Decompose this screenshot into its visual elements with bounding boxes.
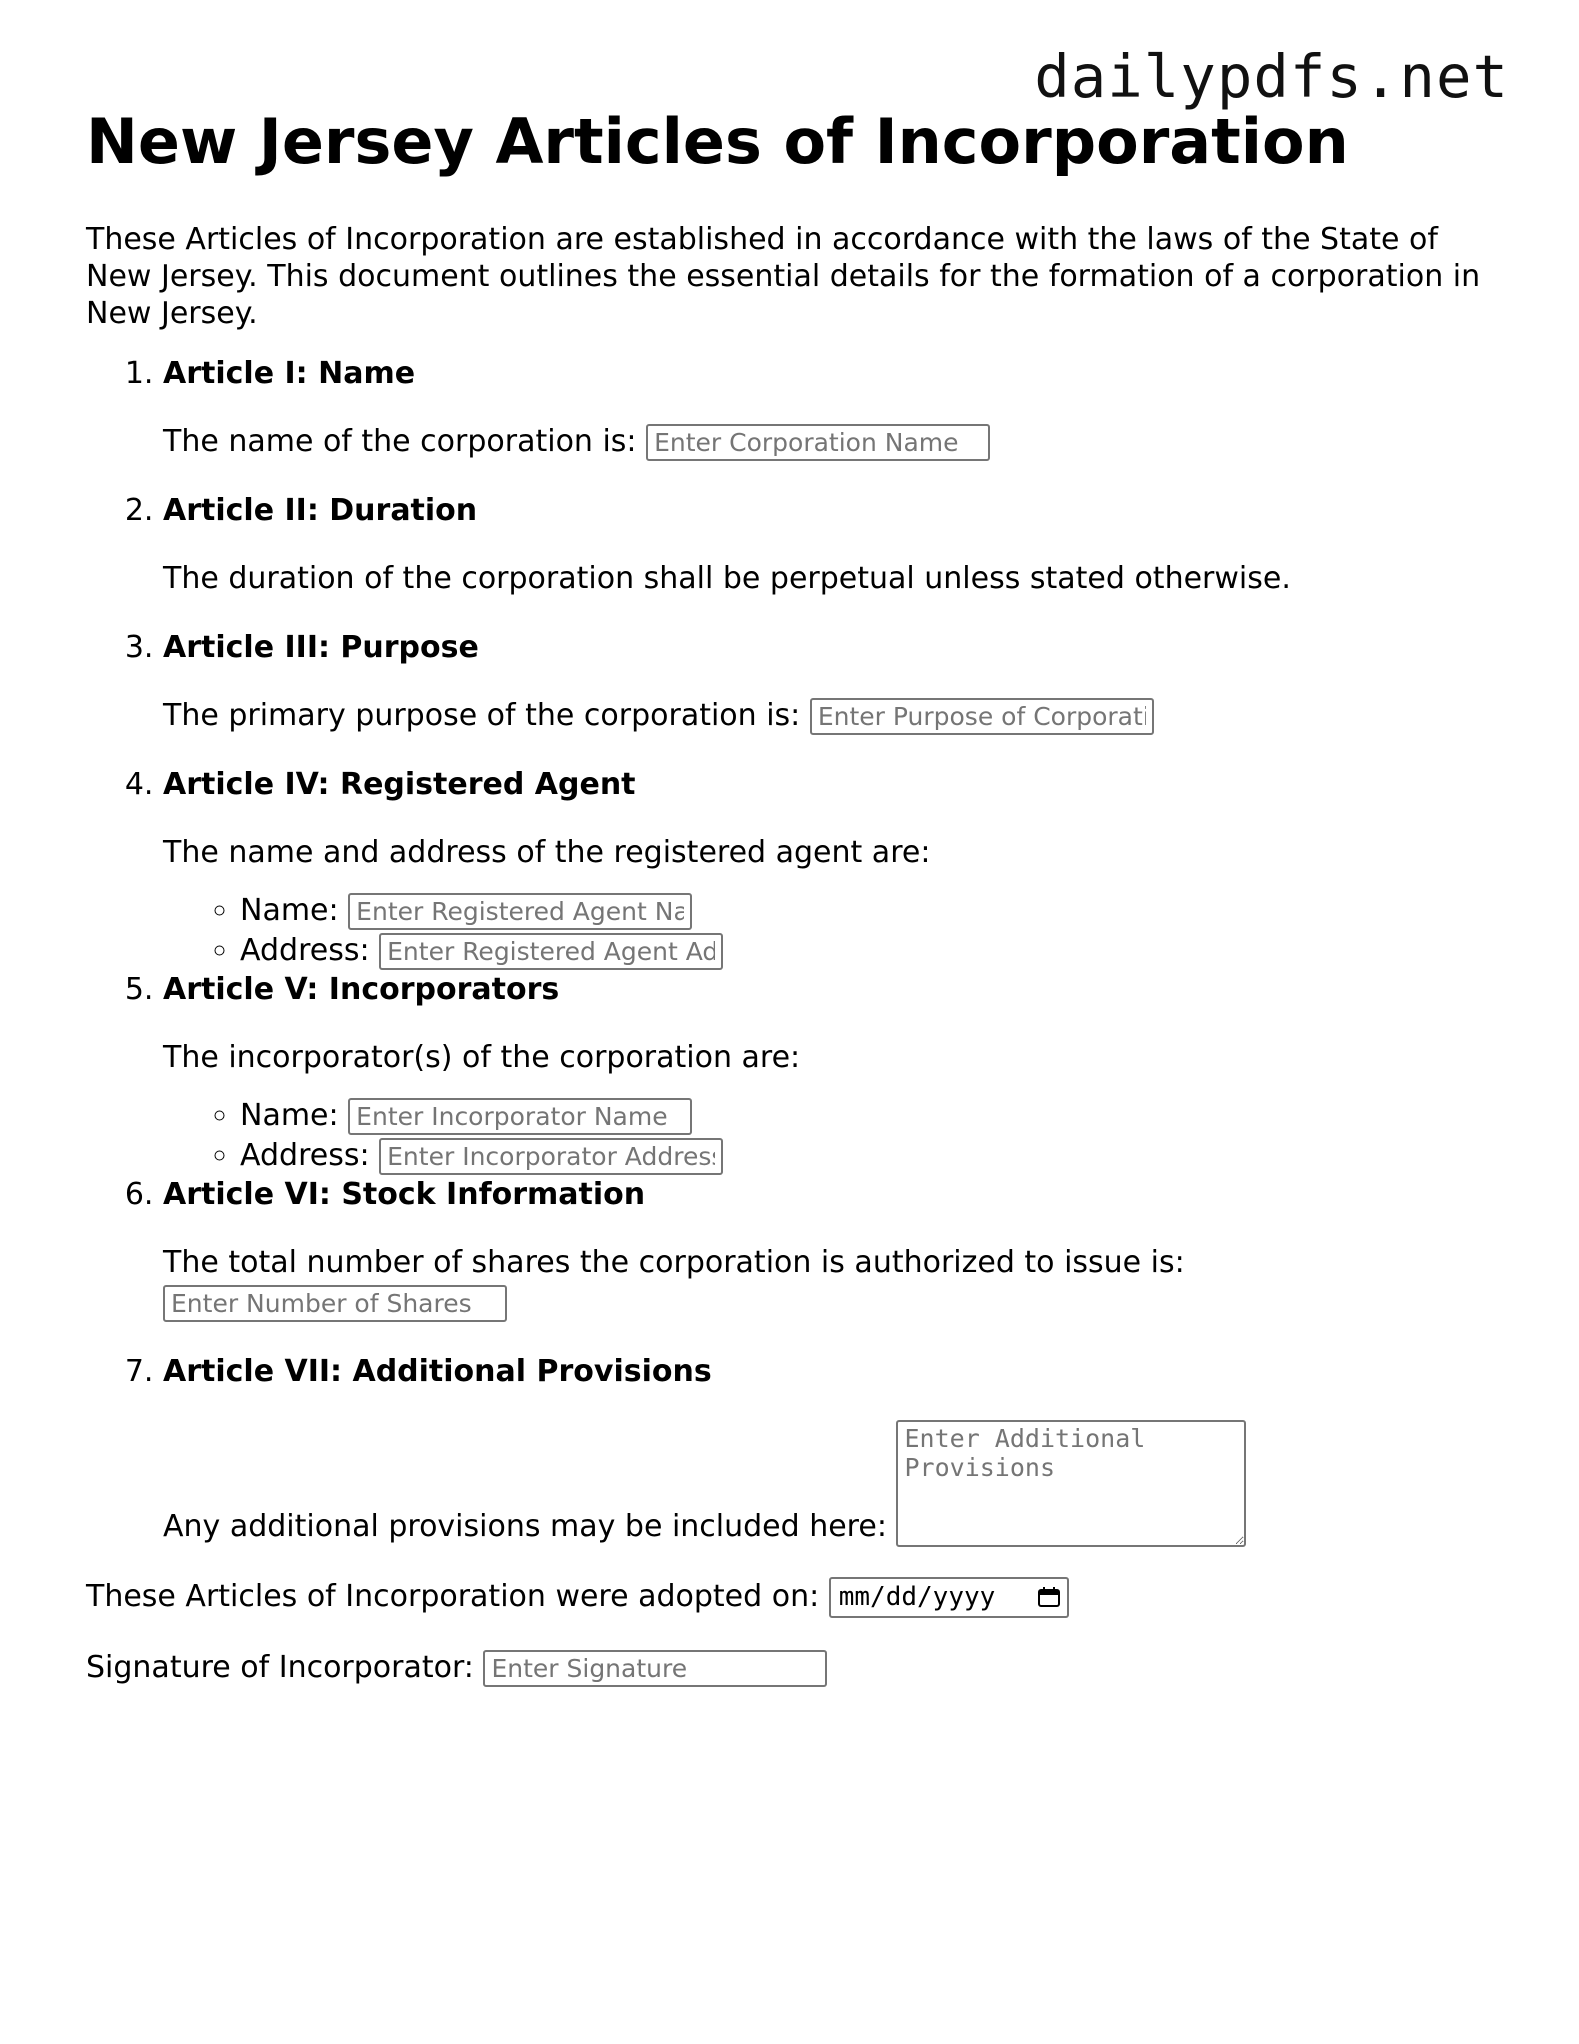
article-body	[163, 559, 1506, 599]
list-item	[240, 931, 1506, 971]
adoption-line	[86, 1577, 1506, 1618]
incorporator-details-list	[163, 1096, 1506, 1176]
purpose-input[interactable]	[810, 698, 1154, 735]
intro-paragraph: These Articles of Incorporation are established in accordance with the laws of the State of New Jersey. This document outlines the essential details for the formation of a corporation in New Jersey.	[86, 222, 1481, 332]
article-text: The duration of the corporation shall be perpetual unless stated otherwise.	[163, 561, 1291, 597]
article-title: 1. Article I: Name	[163, 356, 416, 392]
signature-input[interactable]	[483, 1650, 827, 1687]
article-title: 7. Article VII: Additional Provisions	[163, 1354, 712, 1390]
calendar-icon[interactable]	[1038, 1587, 1060, 1607]
date-placeholder: mm/dd/yyyy	[838, 1582, 996, 1613]
agent-details-list	[163, 891, 1506, 971]
corporation-name-input[interactable]	[646, 424, 990, 461]
list-item	[240, 891, 1506, 931]
article-name	[163, 355, 1506, 462]
article-body	[163, 1038, 1506, 1176]
incorporator-address-input[interactable]	[379, 1138, 723, 1175]
adoption-label: These Articles of Incorporation were adopted on:	[86, 1579, 820, 1615]
watermark-text: dailypdfs.net	[1034, 42, 1509, 111]
document-body	[86, 105, 1506, 1688]
articles-list	[86, 355, 1506, 1547]
signature-line	[86, 1648, 1506, 1688]
article-text: The incorporator(s) of the corporation are:	[163, 1040, 801, 1076]
article-text: The total number of shares the corporation is authorized to issue is:	[163, 1245, 1185, 1281]
list-item	[240, 1136, 1506, 1176]
agent-address-input[interactable]	[379, 933, 723, 970]
article-text: The name of the corporation is:	[163, 424, 637, 460]
article-text: Any additional provisions may be included here:	[163, 1509, 887, 1545]
signature-label: Signature of Incorporator:	[86, 1650, 474, 1686]
article-body	[163, 422, 1506, 462]
article-body	[163, 833, 1506, 971]
article-title: 5. Article V: Incorporators	[163, 972, 560, 1008]
additional-provisions-textarea[interactable]	[896, 1420, 1246, 1547]
agent-address-label: Address:	[240, 933, 370, 969]
incorporator-name-input[interactable]	[348, 1098, 692, 1135]
article-additional-provisions	[163, 1353, 1506, 1547]
article-title: 4. Article IV: Registered Agent	[163, 767, 636, 803]
adoption-date-input[interactable]	[829, 1577, 1069, 1618]
agent-name-label: Name:	[240, 893, 339, 929]
list-item	[240, 1096, 1506, 1136]
article-title: 6. Article VI: Stock Information	[163, 1177, 646, 1213]
article-duration	[163, 492, 1506, 599]
article-text: The name and address of the registered agent are:	[163, 835, 931, 871]
article-title: 2. Article II: Duration	[163, 493, 478, 529]
incorporator-address-label: Address:	[240, 1138, 370, 1174]
article-registered-agent	[163, 766, 1506, 971]
article-stock-information	[163, 1176, 1506, 1323]
article-text: The primary purpose of the corporation is:	[163, 698, 801, 734]
article-body	[163, 1420, 1506, 1547]
article-body	[163, 696, 1506, 736]
page-title: New Jersey Articles of Incorporation	[86, 105, 1349, 178]
article-title: 3. Article III: Purpose	[163, 630, 479, 666]
article-purpose	[163, 629, 1506, 736]
number-of-shares-input[interactable]	[163, 1285, 507, 1322]
article-body	[163, 1243, 1506, 1323]
article-incorporators	[163, 971, 1506, 1176]
agent-name-input[interactable]	[348, 893, 692, 930]
incorporator-name-label: Name:	[240, 1098, 339, 1134]
